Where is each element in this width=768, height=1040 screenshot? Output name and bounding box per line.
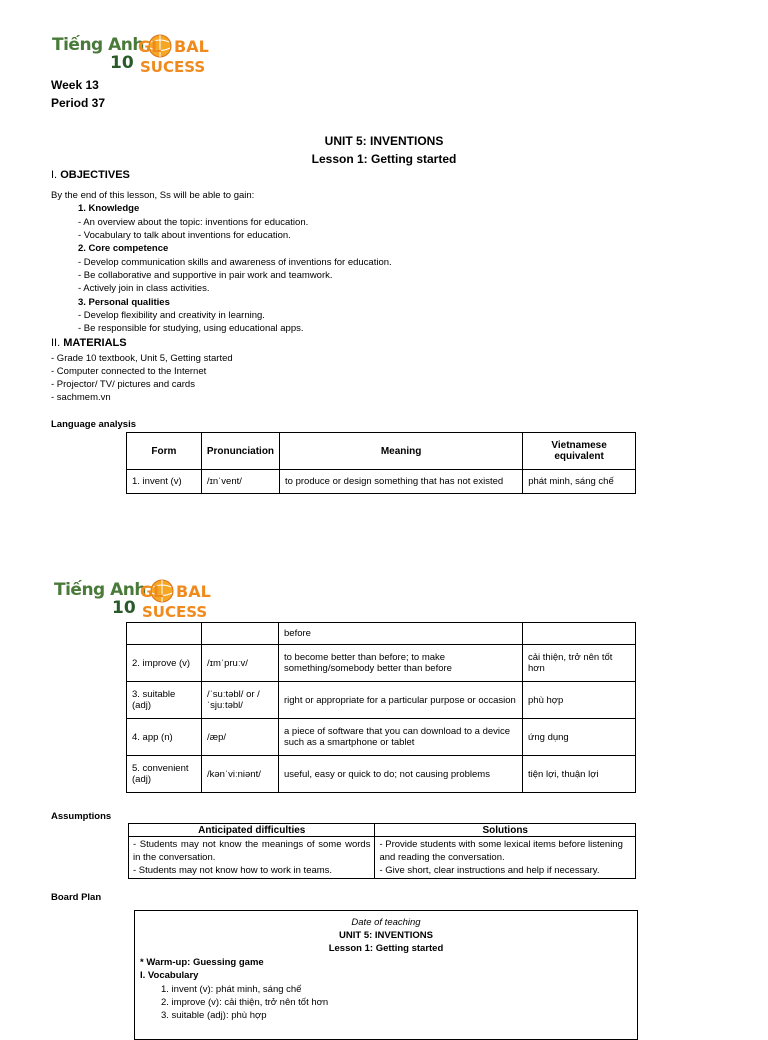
materials-heading: II. MATERIALS [51, 337, 127, 349]
cell-meaning: useful, easy or quick to do; not causing problems [279, 756, 523, 793]
cell-pronunciation: /ɪnˈvent/ [201, 470, 279, 494]
objective-item: - Be collaborative and supportive in pair work and teamwork. [78, 270, 333, 281]
col-header-difficulties: Anticipated difficulties [129, 824, 375, 837]
vocab-item: 3. suitable (adj): phù hợp [161, 1010, 267, 1021]
svg-text:GL: GL [138, 37, 162, 56]
material-item: - Grade 10 textbook, Unit 5, Getting started [51, 353, 233, 364]
week-label: Week 13 [51, 78, 99, 92]
board-plan-label: Board Plan [51, 892, 102, 903]
cell-difficulties: - Students may not know the meanings of some words in the conversation. - Students may not know how to work in teams. [129, 837, 375, 879]
vocab-item: 2. improve (v): cải thiện, trở nên tốt hơn [161, 997, 329, 1008]
col-header-pronunciation: Pronunciation [201, 433, 279, 470]
personal-qualities-heading: 3. Personal qualities [78, 297, 170, 308]
lesson-title: Lesson 1: Getting started [311, 152, 457, 166]
table-row [127, 470, 636, 494]
cell-form: 4. app (n) [127, 719, 202, 756]
board-unit-title: UNIT 5: INVENTIONS [339, 930, 433, 941]
objective-item: - Develop flexibility and creativity in learning. [78, 310, 265, 321]
objective-item: - Develop communication skills and awareness of inventions for education. [78, 257, 392, 268]
cell-vietnamese: tiện lợi, thuận lợi [523, 756, 636, 793]
tieng-anh-global-success-logo: Tiếng Anh 10 GL BAL SUCESS [52, 32, 212, 78]
cell-form: 3. suitable (adj) [127, 682, 202, 719]
language-analysis-label: Language analysis [51, 419, 137, 430]
col-header-meaning: Meaning [280, 433, 523, 470]
svg-text:SUCESS: SUCESS [142, 603, 208, 621]
objective-item: - An overview about the topic: inventions for education. [78, 217, 309, 228]
col-header-form: Form [127, 433, 202, 470]
period-label: Period 37 [51, 96, 106, 110]
svg-text:BAL: BAL [176, 582, 211, 601]
table-row [129, 837, 636, 879]
cell-form: 1. invent (v) [127, 470, 202, 494]
vocabulary-heading: I. Vocabulary [140, 970, 199, 981]
col-header-vietnamese: Vietnamese equivalent [523, 433, 636, 470]
objectives-heading: I. OBJECTIVES [51, 169, 130, 181]
table-row [127, 623, 636, 645]
table-row [127, 682, 636, 719]
cell-form: 2. improve (v) [127, 645, 202, 682]
cell-meaning: before [279, 623, 523, 645]
assumptions-label: Assumptions [51, 811, 112, 822]
cell-meaning: to produce or design something that has not existed [280, 470, 523, 494]
date-of-teaching: Date of teaching [351, 917, 421, 928]
cell-vietnamese: cải thiện, trở nên tốt hơn [523, 645, 636, 682]
cell-pronunciation: /kənˈviːniənt/ [202, 756, 279, 793]
cell-form: 5. convenient (adj) [127, 756, 202, 793]
table-row [127, 645, 636, 682]
knowledge-heading: 1. Knowledge [78, 203, 140, 214]
table-row [127, 719, 636, 756]
unit-title: UNIT 5: INVENTIONS [324, 134, 444, 148]
tieng-anh-global-success-logo: Tiếng Anh 10 GL BAL SUCESS [54, 577, 214, 623]
cell-vietnamese: phát minh, sáng chế [523, 470, 636, 494]
svg-text:GL: GL [140, 582, 164, 601]
board-plan-box [134, 910, 638, 1040]
cell-meaning: to become better than before; to make something/somebody better than before [279, 645, 523, 682]
cell-meaning: a piece of software that you can download to a device such as a smartphone or tablet [279, 719, 523, 756]
warmup-heading: * Warm-up: Guessing game [140, 957, 264, 968]
table-row [127, 756, 636, 793]
cell-solutions: - Provide students with some lexical items before listening and reading the conversation. - Give short, clear instructions and help if necessary. [375, 837, 636, 879]
objective-item: - Actively join in class activities. [78, 283, 210, 294]
material-item: - sachmem.vn [51, 392, 111, 403]
objectives-intro: By the end of this lesson, Ss will be able to gain: [51, 190, 255, 201]
assumptions-table [128, 823, 636, 879]
cell-vietnamese: ứng dụng [523, 719, 636, 756]
cell-meaning: right or appropriate for a particular purpose or occasion [279, 682, 523, 719]
language-analysis-table-continued [126, 622, 636, 793]
board-lesson-title: Lesson 1: Getting started [328, 943, 444, 954]
svg-text:SUCESS: SUCESS [140, 58, 206, 76]
global-success-logo-icon [138, 577, 214, 621]
core-competence-heading: 2. Core competence [78, 243, 169, 254]
vocab-item: 1. invent (v): phát minh, sáng chế [161, 984, 302, 995]
cell-vietnamese: phù hợp [523, 682, 636, 719]
global-success-logo-icon [136, 32, 212, 76]
cell-pronunciation: /æp/ [202, 719, 279, 756]
cell-pronunciation: /ɪmˈpruːv/ [202, 645, 279, 682]
objective-item: - Vocabulary to talk about inventions for education. [78, 230, 291, 241]
material-item: - Projector/ TV/ pictures and cards [51, 379, 195, 390]
cell-pronunciation: /ˈsuːtəbl/ or /ˈsjuːtəbl/ [202, 682, 279, 719]
objective-item: - Be responsible for studying, using educational apps. [78, 323, 304, 334]
language-analysis-table [126, 432, 636, 494]
svg-text:BAL: BAL [174, 37, 209, 56]
material-item: - Computer connected to the Internet [51, 366, 207, 377]
col-header-solutions: Solutions [375, 824, 636, 837]
